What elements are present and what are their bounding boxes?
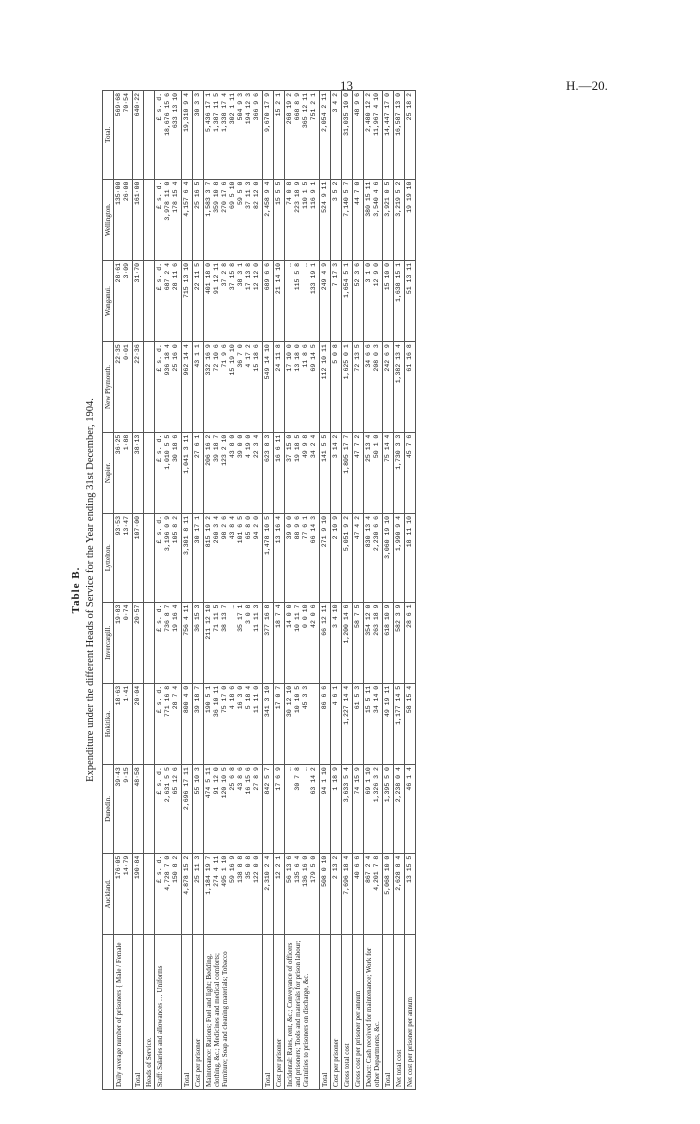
table-cell: £ s. d. 771 16 8 28 7 4 bbox=[155, 683, 182, 764]
table-cell bbox=[144, 514, 155, 603]
table-cell: 66 12 11 bbox=[320, 602, 331, 683]
table-cell: 45 7 6 bbox=[405, 432, 416, 513]
table-cell: £ s. d. 2,631 5 5 65 12 6 bbox=[155, 765, 182, 854]
table-cell: 2,696 17 11 bbox=[182, 765, 193, 854]
table-cell: 75 14 4 bbox=[383, 432, 394, 513]
table-cell: 15 5 5 bbox=[274, 179, 285, 260]
table-cell: 332 16 9 72 10 6 71 9 6 15 19 10 36 7 0 4 17 2 15 18 6 bbox=[204, 342, 263, 432]
table-row bbox=[114, 91, 133, 1090]
table-cell: 93·53 13·47 bbox=[114, 514, 133, 603]
table-cell: 69 1 10 1,326 3 2 bbox=[364, 765, 383, 854]
table-cell: 14 0 0 10 11 7 0 0 10 42 0 6 bbox=[285, 602, 320, 683]
table-cell: 1,990 9 4 bbox=[394, 514, 405, 603]
row-label: Deduct: Cash received for maintenance; Work for other Departments, &c. bbox=[364, 935, 383, 1090]
table-cell: 377 16 8 bbox=[263, 602, 274, 683]
table-cell: 17 6 9 bbox=[274, 765, 285, 854]
row-label: Net cost per prisoner per annum bbox=[405, 935, 416, 1090]
table-cell bbox=[144, 179, 155, 260]
table-cell bbox=[144, 853, 155, 934]
table-cell: 18 11 10 bbox=[405, 514, 416, 603]
row-label: Gross cost per prisoner per annum bbox=[353, 935, 364, 1090]
table-cell: 55 10 3 bbox=[193, 765, 204, 854]
table-row bbox=[353, 91, 364, 1090]
table-cell: 249 4 9 bbox=[320, 260, 331, 341]
table-cell: 3,921 0 5 bbox=[383, 179, 394, 260]
table-cell: 36 15 3 bbox=[193, 602, 204, 683]
rotated-table-block bbox=[70, 90, 630, 1090]
document-reference: H.—20. bbox=[566, 78, 608, 93]
table-cell: £ s. d. 4,728 7 0 150 8 2 bbox=[155, 853, 182, 934]
table-cell: 25 11 3 bbox=[193, 853, 204, 934]
table-cell: 3 4 10 bbox=[331, 602, 342, 683]
row-label: Staff: Salaries and allowances … Uniforms bbox=[155, 935, 182, 1090]
table-cell: 17 10 0 13 18 0 11 8 6 69 14 5 bbox=[285, 342, 320, 432]
table-cell: 74 0 8 223 18 9 110 1 5 116 9 1 bbox=[285, 179, 320, 260]
table-cell: 28 6 1 bbox=[405, 602, 416, 683]
table-row bbox=[182, 91, 193, 1090]
table-cell: 582 3 9 bbox=[394, 602, 405, 683]
table-cell: 2,054 2 11 bbox=[320, 91, 331, 180]
table-cell: 3,633 5 4 bbox=[342, 765, 353, 854]
table-cell bbox=[144, 91, 155, 180]
table-row bbox=[193, 91, 204, 1090]
table-row bbox=[133, 91, 144, 1090]
table-cell: 94 1 10 bbox=[320, 765, 331, 854]
column-header: Wellington. bbox=[103, 179, 114, 260]
table-cell: 2,480 12 2 11,967 4 10 bbox=[364, 91, 383, 180]
row-label: Heads of Service. bbox=[144, 935, 155, 1090]
table-cell bbox=[144, 432, 155, 513]
table-header-row bbox=[103, 91, 114, 1090]
table-cell: 58 15 4 bbox=[405, 683, 416, 764]
table-cell: £ s. d. 3,978 11 0 178 15 4 bbox=[155, 179, 182, 260]
row-label: Total bbox=[263, 935, 274, 1090]
table-cell: 17 0 7 bbox=[274, 683, 285, 764]
table-row bbox=[383, 91, 394, 1090]
table-cell: 2,238 0 4 bbox=[394, 765, 405, 854]
table-cell: 867 2 4 4,201 7 8 bbox=[364, 853, 383, 934]
table-cell: 47 4 2 bbox=[353, 514, 364, 603]
table-cell: 86 6 6 bbox=[320, 683, 331, 764]
table-cell: 2 10 9 bbox=[331, 514, 342, 603]
table-cell: 5,068 10 0 bbox=[383, 853, 394, 934]
table-row bbox=[394, 91, 405, 1090]
table-cell: 31,035 10 0 bbox=[342, 91, 353, 180]
table-cell: 13 16 4 bbox=[274, 514, 285, 603]
column-header: Dunedin. bbox=[103, 765, 114, 854]
table-cell bbox=[144, 602, 155, 683]
table-cell: £ s. d. 736 8 7 19 16 4 bbox=[155, 602, 182, 683]
row-label: Daily average number of prisoners { Male / Female bbox=[114, 935, 133, 1090]
table-cell: 16,587 13 0 bbox=[394, 91, 405, 180]
table-cell: 1 18 9 bbox=[331, 765, 342, 854]
table-cell: 3 1 0 12 9 0 bbox=[364, 260, 383, 341]
table-cell: 9,670 17 9 bbox=[263, 91, 274, 180]
table-row bbox=[285, 91, 320, 1090]
table-cell: 618 10 9 bbox=[383, 602, 394, 683]
table-cell bbox=[144, 683, 155, 764]
table-cell: 2,310 2 4 bbox=[263, 853, 274, 934]
column-header: Hokitika. bbox=[103, 683, 114, 764]
row-label: Total bbox=[182, 935, 193, 1090]
table-cell: 30 3 3 bbox=[193, 91, 204, 180]
table-row bbox=[263, 91, 274, 1090]
table-cell: 689 6 6 bbox=[263, 260, 274, 341]
table-cell: 1,177 14 5 bbox=[394, 683, 405, 764]
row-label: Cost per prisoner bbox=[274, 935, 285, 1090]
table-cell: 18 7 4 bbox=[274, 602, 285, 683]
table-cell: 830 13 4 2,230 6 6 bbox=[364, 514, 383, 603]
table-cell: 3 5 2 bbox=[331, 179, 342, 260]
table-row bbox=[364, 91, 383, 1090]
table-cell: 22·35 0·01 bbox=[114, 342, 133, 432]
table-cell: 34 6 6 208 0 3 bbox=[364, 342, 383, 432]
table-cell: 176·05 14·79 bbox=[114, 853, 133, 934]
table-cell: 815 19 2 260 3 4 98 2 6 43 8 4 101 6 5 65 8 0 94 2 0 bbox=[204, 514, 263, 603]
table-cell: 623 8 3 bbox=[263, 432, 274, 513]
table-cell: 39 0 0 88 9 6 77 6 1 66 14 3 bbox=[285, 514, 320, 603]
table-row bbox=[331, 91, 342, 1090]
table-cell: 756 4 11 bbox=[182, 602, 193, 683]
row-label: Net total cost bbox=[394, 935, 405, 1090]
table-cell: 31·70 bbox=[133, 260, 144, 341]
table-cell: 16 6 11 bbox=[274, 432, 285, 513]
table-cell: 24 11 8 bbox=[274, 342, 285, 432]
table-cell: 5,051 9 2 bbox=[342, 514, 353, 603]
table-cell: 27 6 1 bbox=[193, 432, 204, 513]
table-cell: 107·00 bbox=[133, 514, 144, 603]
table-cell: 161·00 bbox=[133, 179, 144, 260]
table-cell: 1,638 15 1 bbox=[394, 260, 405, 341]
table-cell: 44 7 0 bbox=[353, 179, 364, 260]
table-body bbox=[114, 91, 416, 1090]
table-cell: 39 18 7 bbox=[193, 683, 204, 764]
table-cell: £ s. d. 936 18 4 25 16 0 bbox=[155, 342, 182, 432]
column-header: Napier. bbox=[103, 432, 114, 513]
table-cell: 715 13 10 bbox=[182, 260, 193, 341]
table-cell: 49 19 11 bbox=[383, 683, 394, 764]
table-cell bbox=[144, 260, 155, 341]
table-cell: 135·00 26·00 bbox=[114, 179, 133, 260]
table-cell: 524 9 11 bbox=[320, 179, 331, 260]
table-cell: 271 9 10 bbox=[320, 514, 331, 603]
column-header: Wanganui. bbox=[103, 260, 114, 341]
table-cell: 19·83 0·74 bbox=[114, 602, 133, 683]
column-header: Invercargill. bbox=[103, 602, 114, 683]
table-cell: 48·58 bbox=[133, 765, 144, 854]
row-label: Maintenance: Rations; Fuel and light; Bedding, clothing, &c.; Medicines and medical comforts; Furniture; Soap and cleaning materials; Tobacco bbox=[204, 935, 263, 1090]
table-cell: 52 3 6 bbox=[353, 260, 364, 341]
table-cell: 25 13 4 50 1 0 bbox=[364, 432, 383, 513]
table-cell: … 115 5 8 … 133 19 1 bbox=[285, 260, 320, 341]
table-cell: 22 11 5 bbox=[193, 260, 204, 341]
table-cell: 354 12 0 263 18 9 bbox=[364, 602, 383, 683]
table-cell: 1,805 17 7 bbox=[342, 432, 353, 513]
table-cell: 4,878 15 2 bbox=[182, 853, 193, 934]
table-cell: 1,654 5 1 bbox=[342, 260, 353, 341]
table-cell: 2,458 9 4 bbox=[263, 179, 274, 260]
table-row bbox=[320, 91, 331, 1090]
table-cell: 1,200 14 6 bbox=[342, 602, 353, 683]
column-header: New Plymouth. bbox=[103, 342, 114, 432]
table-cell: 25 16 5 bbox=[193, 179, 204, 260]
table-cell: 1,395 5 0 bbox=[383, 765, 394, 854]
table-cell: 112 10 11 bbox=[320, 342, 331, 432]
table-cell: 47 7 2 bbox=[353, 432, 364, 513]
table-cell: 401 18 0 91 12 11 37 2 8 37 15 8 38 3 1 17 13 8 12 12 0 bbox=[204, 260, 263, 341]
table-cell: 20·04 bbox=[133, 683, 144, 764]
table-cell: 61 5 3 bbox=[353, 683, 364, 764]
row-label: Cost per prisoner bbox=[193, 935, 204, 1090]
table-cell: 19 19 10 bbox=[405, 179, 416, 260]
table-cell: 141 5 5 bbox=[320, 432, 331, 513]
table-cell: 15 2 1 bbox=[274, 91, 285, 180]
table-row bbox=[204, 91, 263, 1090]
table-cell: 19,310 9 4 bbox=[182, 91, 193, 180]
table-cell: 21 14 10 bbox=[274, 260, 285, 341]
table-cell bbox=[144, 765, 155, 854]
table-cell: 2 13 2 bbox=[331, 853, 342, 934]
table-cell: 30 12 10 10 10 5 45 3 3 bbox=[285, 683, 320, 764]
table-cell: 14,447 17 0 bbox=[383, 91, 394, 180]
column-header: Auckland. bbox=[103, 853, 114, 934]
table-cell: 58 7 5 bbox=[353, 602, 364, 683]
table-cell: 15 5 11 34 14 0 bbox=[364, 683, 383, 764]
table-cell: 38·13 bbox=[133, 432, 144, 513]
table-cell: 30 17 1 bbox=[193, 514, 204, 603]
table-cell: 3 14 2 bbox=[331, 432, 342, 513]
table-cell: 190·84 bbox=[133, 853, 144, 934]
column-header: Total. bbox=[103, 91, 114, 180]
table-row bbox=[144, 91, 155, 1090]
table-cell: 3,219 5 2 bbox=[394, 179, 405, 260]
table-cell: 22·36 bbox=[133, 342, 144, 432]
table-cell: 2,628 8 4 bbox=[394, 853, 405, 934]
table-row bbox=[342, 91, 353, 1090]
column-header: Lyttelton. bbox=[103, 514, 114, 603]
row-label-header bbox=[103, 935, 114, 1090]
table-row bbox=[405, 91, 416, 1090]
table-row bbox=[155, 91, 182, 1090]
table-cell: 3,301 8 11 bbox=[182, 514, 193, 603]
table-row bbox=[274, 91, 285, 1090]
table-cell: 28·61 3·09 bbox=[114, 260, 133, 341]
table-cell: 18·63 1·41 bbox=[114, 683, 133, 764]
table-cell: 341 3 10 bbox=[263, 683, 274, 764]
table-cell: 800 4 0 bbox=[182, 683, 193, 764]
table-cell: 7 17 3 bbox=[331, 260, 342, 341]
table-cell: 268 19 2 668 8 9 365 12 11 751 2 1 bbox=[285, 91, 320, 180]
table-cell: 40 6 6 bbox=[353, 853, 364, 934]
page-number: 13 bbox=[340, 78, 353, 93]
table-cell: 4 6 1 bbox=[331, 683, 342, 764]
table-cell: 15 10 0 bbox=[383, 260, 394, 341]
table-cell: … 30 7 8 … 63 14 2 bbox=[285, 765, 320, 854]
table-cell: 1,625 0 1 bbox=[342, 342, 353, 432]
table-cell: 1,382 13 4 bbox=[394, 342, 405, 432]
table-subtitle: Expenditure under the different Heads of Service for the Year ending 31st December, 1904. bbox=[85, 398, 96, 782]
table-cell: 5,436 17 1 1,387 11 5 1,338 17 4 302 1 11 504 9 3 194 12 3 366 9 6 bbox=[204, 91, 263, 180]
table-cell: 25 18 2 bbox=[405, 91, 416, 180]
table-title: Table B. bbox=[70, 566, 82, 614]
table-cell: 51 13 11 bbox=[405, 260, 416, 341]
table-cell: £ s. d. 18,676 15 6 633 13 10 bbox=[155, 91, 182, 180]
table-cell: 46 1 4 bbox=[405, 765, 416, 854]
table-cell: 3 4 2 bbox=[331, 91, 342, 180]
table-cell: 640·22 bbox=[133, 91, 144, 180]
table-cell: 190 5 1 36 10 11 75 17 0 4 18 6 16 3 0 5 18 4 11 11 0 bbox=[204, 683, 263, 764]
table-cell: £ s. d. 3,196 0 9 105 8 2 bbox=[155, 514, 182, 603]
table-cell: 962 14 4 bbox=[182, 342, 193, 432]
table-cell: 1,730 3 3 bbox=[394, 432, 405, 513]
table-cell: 211 12 10 71 11 5 38 13 7 … 35 17 1 3 0 8 11 11 3 bbox=[204, 602, 263, 683]
table-cell: 74 15 9 bbox=[353, 765, 364, 854]
table-cell bbox=[144, 342, 155, 432]
table-cell: 7,140 5 7 bbox=[342, 179, 353, 260]
row-label: Gross total cost bbox=[342, 935, 353, 1090]
table-cell: 48 9 6 bbox=[353, 91, 364, 180]
table-cell: £ s. d. 1,010 5 5 30 18 6 bbox=[155, 432, 182, 513]
table-cell: 61 16 8 bbox=[405, 342, 416, 432]
table-cell: 56 13 6 135 6 4 136 16 0 179 5 0 bbox=[285, 853, 320, 934]
table-cell: 36·25 1·88 bbox=[114, 432, 133, 513]
table-cell: 20·57 bbox=[133, 602, 144, 683]
row-label: Total bbox=[133, 935, 144, 1090]
row-label: Total bbox=[383, 935, 394, 1090]
table-cell: 4,157 6 4 bbox=[182, 179, 193, 260]
table-cell: 474 5 11 91 12 0 120 10 5 25 6 8 43 8 6 16 15 6 27 8 9 bbox=[204, 765, 263, 854]
table-cell: 13 15 5 bbox=[405, 853, 416, 934]
table-cell: 569·68 70·54 bbox=[114, 91, 133, 180]
table-cell: 1,227 14 4 bbox=[342, 683, 353, 764]
table-cell: 7,696 18 4 bbox=[342, 853, 353, 934]
table-cell: 39·43 9·15 bbox=[114, 765, 133, 854]
table-cell: 1,041 3 11 bbox=[182, 432, 193, 513]
row-label: Total bbox=[320, 935, 331, 1090]
table-cell: 37 15 0 19 18 5 49 9 8 34 2 4 bbox=[285, 432, 320, 513]
table-cell: 206 16 2 39 18 7 123 2 10 43 8 0 39 0 0 4 19 0 22 3 4 bbox=[204, 432, 263, 513]
table-cell: 43 1 1 bbox=[193, 342, 204, 432]
table-cell: 549 14 10 bbox=[263, 342, 274, 432]
row-label: Cost per prisoner bbox=[331, 935, 342, 1090]
row-label: Incidental: Rates, rent, &c.; Conveyance of officers and prisoners; Tools and materials for prison labour; Gratuities to prisoners on discharge, &c. bbox=[285, 935, 320, 1090]
table-cell: 5 0 8 bbox=[331, 342, 342, 432]
table-cell: 842 5 7 bbox=[263, 765, 274, 854]
table-cell: 1,583 3 7 359 10 8 270 17 6 69 5 10 59 5 0 37 11 3 82 12 0 bbox=[204, 179, 263, 260]
table-cell: £ s. d. 687 2 4 28 11 6 bbox=[155, 260, 182, 341]
table-cell: 1,478 10 5 bbox=[263, 514, 274, 603]
table-cell: 242 6 9 bbox=[383, 342, 394, 432]
table-cell: 72 13 5 bbox=[353, 342, 364, 432]
expenditure-table bbox=[102, 90, 416, 1090]
table-cell: 12 2 1 bbox=[274, 853, 285, 934]
table-cell: 3,060 19 10 bbox=[383, 514, 394, 603]
table-cell: 508 0 10 bbox=[320, 853, 331, 934]
table-cell: 1,184 19 7 274 4 11 495 1 10 59 16 9 138 8 8 35 0 8 122 0 0 bbox=[204, 853, 263, 934]
table-cell: 380 15 11 3,540 4 6 bbox=[364, 179, 383, 260]
